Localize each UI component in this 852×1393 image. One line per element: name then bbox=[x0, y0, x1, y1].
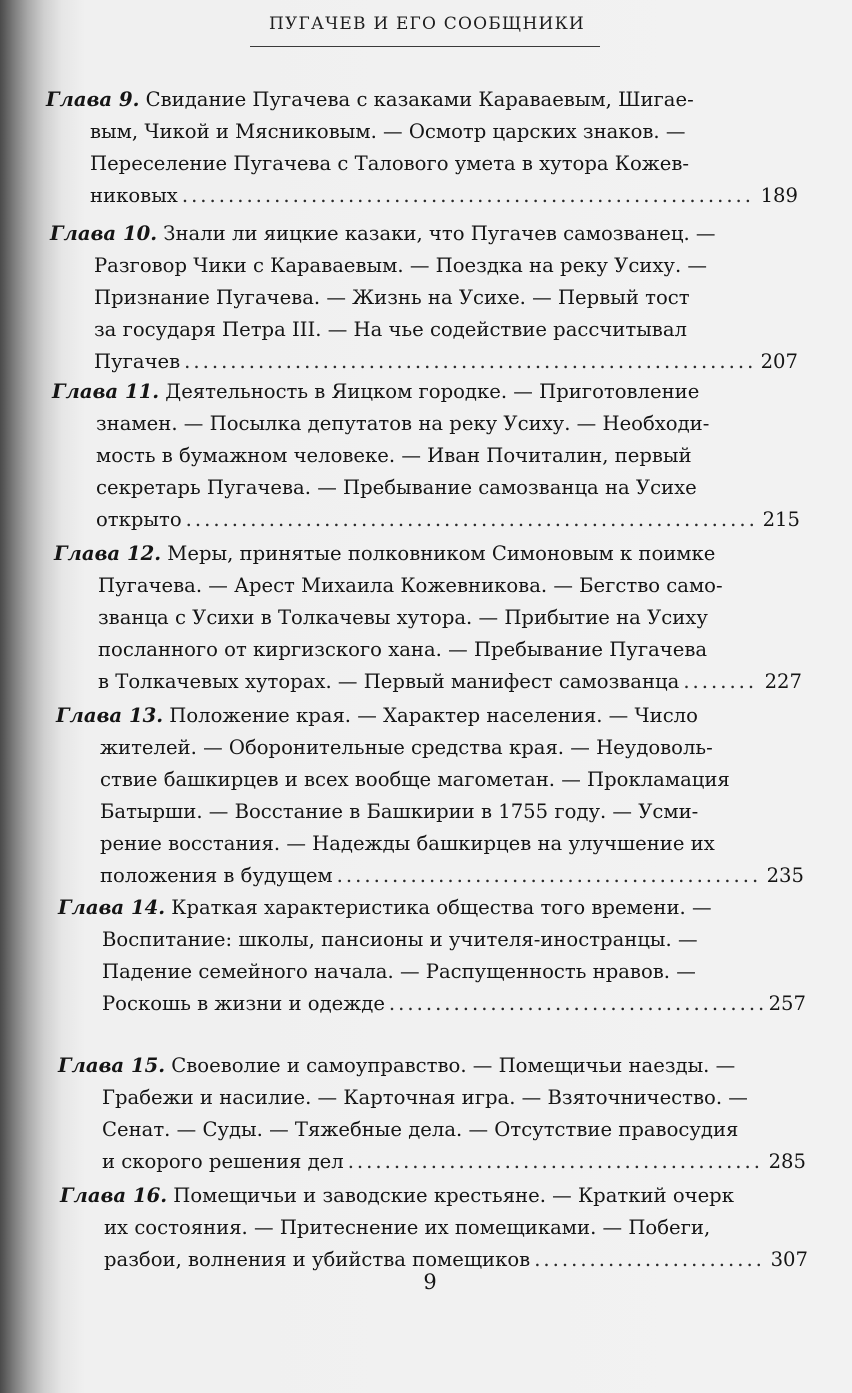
toc-entry-chapter-16 bbox=[60, 1180, 808, 1276]
entry-text: Меры, принятые полковником Симоновым к поимке bbox=[167, 542, 716, 565]
entry-line: Падение семейного начала. — Распущенность нравов. — bbox=[102, 960, 696, 983]
entry-line: Признание Пугачева. — Жизнь на Усихе. — Первый тост bbox=[94, 286, 690, 309]
running-head: ПУГАЧЕВ И ЕГО СООБЩНИКИ bbox=[269, 14, 585, 34]
entry-text: Положение края. — Характер населения. — Число bbox=[169, 704, 698, 727]
entry-line: жителей. — Оборонительные средства края. — Неудоволь- bbox=[100, 736, 713, 759]
entry-line: посланного от киргизского хана. — Пребывание Пугачева bbox=[98, 638, 708, 661]
entry-text: Знали ли яицкие казаки, что Пугачев самозванец. — bbox=[163, 222, 716, 245]
page-number: 215 bbox=[762, 508, 800, 531]
entry-line: Роскошь в жизни и одежде bbox=[102, 992, 385, 1015]
chapter-label: Глава 16. bbox=[60, 1184, 168, 1207]
entry-line: и скорого решения дел bbox=[102, 1150, 344, 1173]
entry-line: никовых bbox=[90, 184, 178, 207]
entry-line: Грабежи и насилие. — Карточная игра. — Взяточничество. — bbox=[102, 1086, 748, 1109]
entry-text: Деятельность в Яицком городке. — Приготовление bbox=[165, 380, 700, 403]
dot-leader bbox=[182, 180, 755, 212]
entry-text: Помещичьи и заводские крестьяне. — Краткий очерк bbox=[173, 1184, 734, 1207]
entry-line: в Толкачевых хуторах. — Первый манифест самозванца bbox=[98, 670, 680, 693]
entry-text: Своеволие и самоуправство. — Помещичьи наезды. — bbox=[171, 1054, 736, 1077]
dot-leader bbox=[337, 860, 761, 892]
toc-entry-chapter-9 bbox=[46, 84, 798, 212]
toc-entry-chapter-12 bbox=[54, 538, 802, 698]
entry-line: Пугачева. — Арест Михаила Кожевникова. — Бегство само- bbox=[98, 574, 723, 597]
entry-line: открыто bbox=[96, 508, 182, 531]
toc-entry-chapter-15 bbox=[58, 1050, 806, 1178]
page-number: 235 bbox=[766, 864, 804, 887]
running-head-rule bbox=[250, 46, 600, 47]
chapter-label: Глава 14. bbox=[58, 896, 166, 919]
entry-line: знамен. — Посылка депутатов на реку Усиху. — Необходи- bbox=[96, 412, 710, 435]
chapter-label: Глава 13. bbox=[56, 704, 164, 727]
dot-leader bbox=[683, 666, 758, 698]
entry-line: Переселение Пугачева с Талового умета в хутора Кожев- bbox=[90, 152, 690, 175]
entry-line: положения в будущем bbox=[100, 864, 333, 887]
chapter-label: Глава 15. bbox=[58, 1054, 166, 1077]
page-number-footer: 9 bbox=[423, 1270, 437, 1294]
entry-line: Батырши. — Восстание в Башкирии в 1755 году. — Усми- bbox=[100, 800, 699, 823]
page-number: 285 bbox=[768, 1150, 806, 1173]
page-number: 189 bbox=[760, 184, 798, 207]
dot-leader bbox=[186, 504, 757, 536]
chapter-label: Глава 12. bbox=[54, 542, 162, 565]
entry-line: рение восстания. — Надежды башкирцев на улучшение их bbox=[100, 832, 715, 855]
entry-line: Разговор Чики с Караваевым. — Поездка на реку Усиху. — bbox=[94, 254, 707, 277]
toc-entry-chapter-10 bbox=[50, 218, 798, 378]
entry-line: званца с Усихи в Толкачевы хутора. — Прибытие на Усиху bbox=[98, 606, 708, 629]
dot-leader bbox=[184, 346, 754, 378]
entry-line: Воспитание: школы, пансионы и учителя-иностранцы. — bbox=[102, 928, 698, 951]
toc-entry-chapter-11 bbox=[52, 376, 800, 536]
dot-leader bbox=[389, 988, 763, 1020]
toc-entry-chapter-14 bbox=[58, 892, 806, 1020]
entry-line: ствие башкирцев и всех вообще магометан. — Прокламация bbox=[100, 768, 730, 791]
dot-leader bbox=[534, 1244, 764, 1276]
chapter-label: Глава 9. bbox=[46, 88, 140, 111]
page-number: 207 bbox=[760, 350, 798, 373]
chapter-label: Глава 10. bbox=[50, 222, 158, 245]
chapter-label: Глава 11. bbox=[52, 380, 160, 403]
dot-leader bbox=[348, 1146, 763, 1178]
entry-text: Свидание Пугачева с казаками Караваевым, Шигае- bbox=[145, 88, 694, 111]
toc-entry-chapter-13 bbox=[56, 700, 804, 892]
page-number: 227 bbox=[764, 670, 802, 693]
entry-line: мость в бумажном человеке. — Иван Почиталин, первый bbox=[96, 444, 692, 467]
entry-line: за государя Петра III. — На чье содействие рассчитывал bbox=[94, 318, 687, 341]
entry-line: разбои, волнения и убийства помещиков bbox=[104, 1248, 531, 1271]
entry-line: Сенат. — Суды. — Тяжебные дела. — Отсутствие правосудия bbox=[102, 1118, 739, 1141]
entry-line: секретарь Пугачева. — Пребывание самозванца на Усихе bbox=[96, 476, 697, 499]
page-number: 257 bbox=[768, 992, 806, 1015]
entry-line: вым, Чикой и Мясниковым. — Осмотр царских знаков. — bbox=[90, 120, 686, 143]
page-number: 307 bbox=[770, 1248, 808, 1271]
entry-line: их состояния. — Притеснение их помещиками. — Побеги, bbox=[104, 1216, 711, 1239]
entry-line: Пугачев bbox=[94, 350, 181, 373]
entry-text: Краткая характеристика общества того времени. — bbox=[171, 896, 712, 919]
